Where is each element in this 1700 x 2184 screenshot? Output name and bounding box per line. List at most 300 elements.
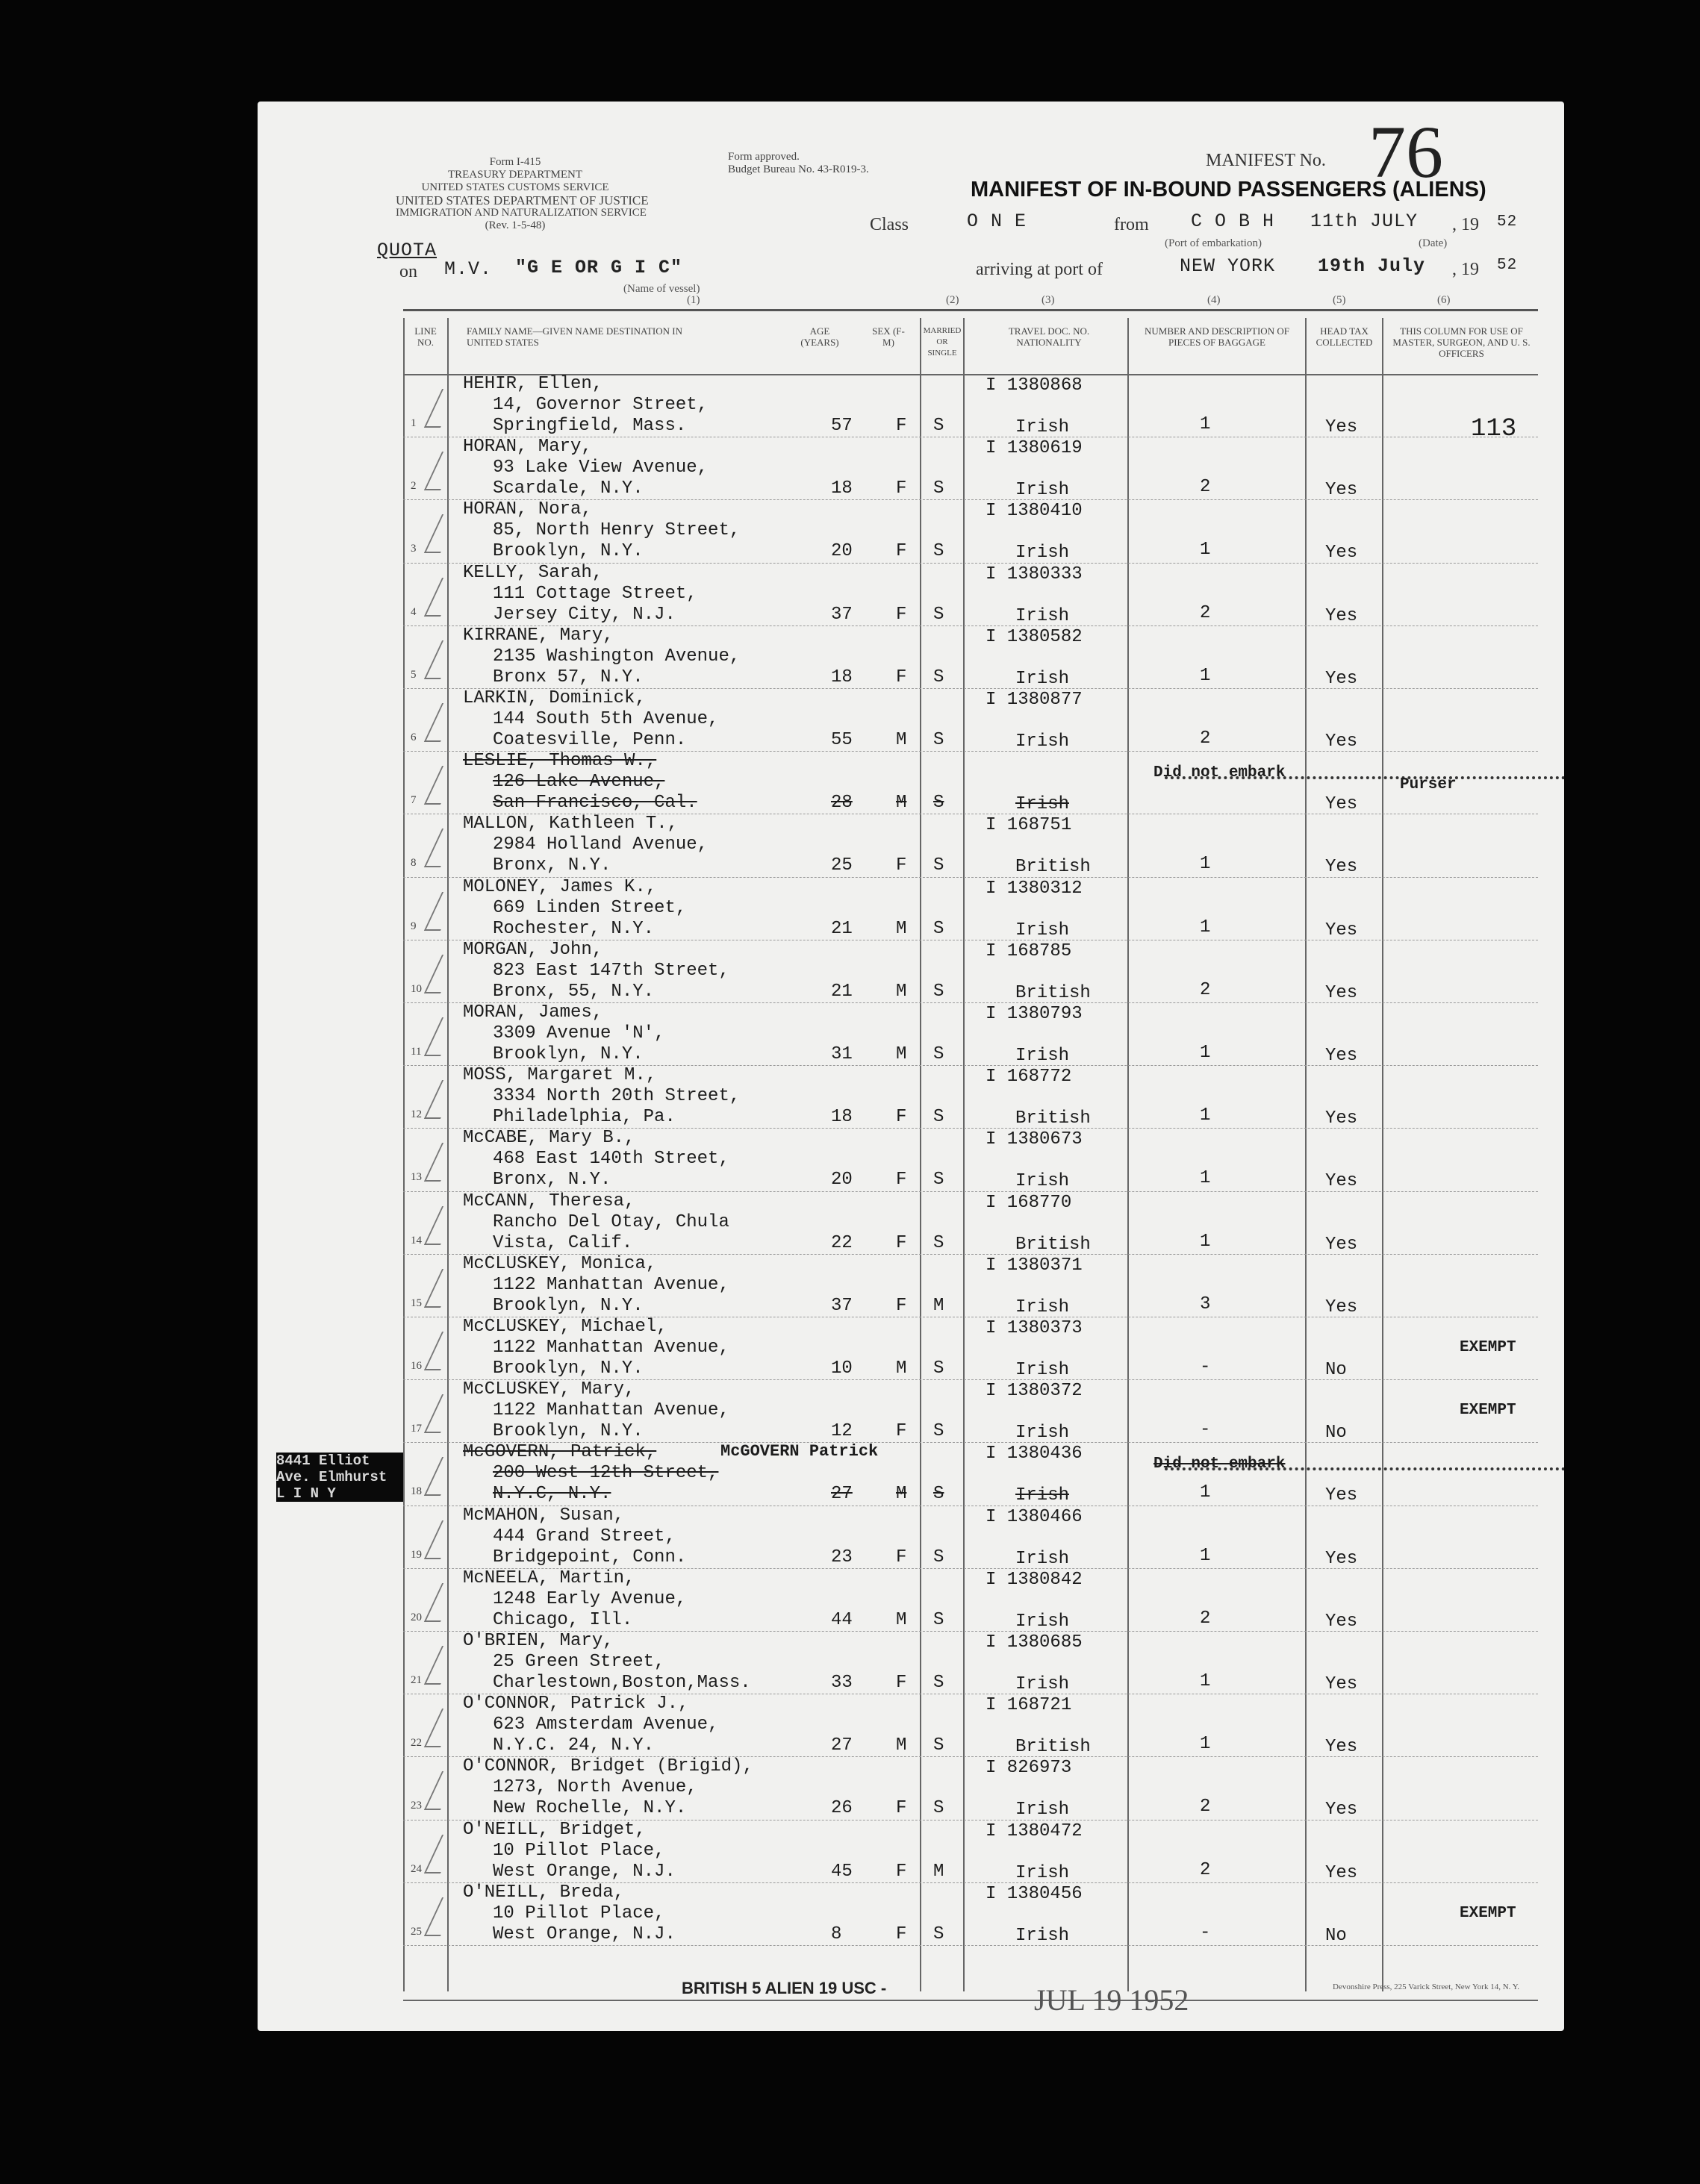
- line-number: 7: [411, 794, 417, 807]
- nationality: Irish: [1015, 605, 1070, 626]
- address-street: 10 Pillot Place,: [493, 1840, 665, 1861]
- exempt-stamp: EXEMPT: [1460, 1402, 1516, 1420]
- address-city: San Francisco, Cal.: [493, 793, 697, 814]
- port-embark-caption: (Port of embarkation): [1165, 237, 1262, 249]
- head-tax: Yes: [1325, 857, 1358, 878]
- passenger-name: McCABE, Mary B.,: [463, 1128, 635, 1149]
- line-number: 21: [411, 1674, 422, 1686]
- dept-treasury: TREASURY DEPARTMENT: [447, 169, 583, 181]
- passenger-name: MALLON, Kathleen T.,: [463, 814, 679, 834]
- checkmark: [424, 1269, 458, 1308]
- head-tax: Yes: [1325, 1611, 1358, 1632]
- travel-doc-number: I 168721: [986, 1695, 1072, 1716]
- margin-address-note: 8441 Elliot Ave. Elmhurst L I N Y: [276, 1453, 403, 1502]
- nationality: Irish: [1015, 1360, 1070, 1380]
- line-number: 16: [411, 1360, 422, 1372]
- passenger-name: LARKIN, Dominick,: [463, 688, 646, 708]
- table-row: [258, 1506, 1564, 1568]
- marital-status: S: [933, 793, 944, 814]
- baggage-count: 2: [1200, 602, 1211, 623]
- baggage-count: -: [1200, 1420, 1211, 1441]
- passenger-name: O'CONNOR, Bridget (Brigid),: [463, 1756, 753, 1777]
- col-number-6: (6): [1437, 294, 1451, 306]
- table-row: [258, 1191, 1564, 1254]
- nationality: Irish: [1015, 1046, 1070, 1066]
- col-header-travel-doc: TRAVEL DOC. NO. NATIONALITY: [1008, 325, 1090, 348]
- nationality: Irish: [1015, 668, 1070, 689]
- age: 22: [831, 1232, 853, 1253]
- nationality: Irish: [1015, 543, 1070, 564]
- baggage-count: 1: [1200, 1231, 1211, 1252]
- arriving-label: arriving at port of: [976, 260, 1103, 279]
- baggage-count: 2: [1200, 1608, 1211, 1629]
- dept-justice: UNITED STATES DEPARTMENT OF JUSTICE: [396, 193, 649, 208]
- baggage-count: 2: [1200, 477, 1211, 498]
- checkmark: [424, 452, 458, 490]
- age: 28: [831, 793, 853, 814]
- passenger-name: McCLUSKEY, Michael,: [463, 1317, 667, 1337]
- baggage-count: 1: [1200, 1671, 1211, 1691]
- head-tax: Yes: [1325, 605, 1358, 626]
- baggage-count: 1: [1200, 854, 1211, 875]
- travel-doc-number: I 1380372: [986, 1381, 1083, 1402]
- head-tax: Yes: [1325, 1046, 1358, 1066]
- baggage-count: -: [1200, 1922, 1211, 1943]
- line-number: 10: [411, 982, 422, 995]
- sex: F: [896, 1421, 907, 1442]
- nationality: British: [1015, 1737, 1091, 1758]
- line-number: 6: [411, 731, 417, 743]
- address-street: 669 Linden Street,: [493, 897, 687, 918]
- age: 45: [831, 1861, 853, 1882]
- passenger-name: O'CONNOR, Patrick J.,: [463, 1694, 689, 1715]
- age: 26: [831, 1798, 853, 1819]
- form-number: Form I-415: [489, 156, 541, 168]
- budget-bureau-text: Budget Bureau No. 43-R019-3.: [728, 163, 869, 175]
- nationality: Irish: [1015, 1485, 1070, 1506]
- marital-status: S: [933, 1798, 944, 1819]
- sex: F: [896, 855, 907, 876]
- passenger-name: KELLY, Sarah,: [463, 562, 603, 583]
- age: 20: [831, 1170, 853, 1191]
- address-city: Jersey City, N.J.: [493, 604, 676, 625]
- sex: M: [896, 981, 907, 1002]
- marital-status: S: [933, 855, 944, 876]
- line-number: 11: [411, 1046, 422, 1058]
- form-revision: (Rev. 1-5-48): [485, 219, 546, 231]
- travel-doc-number: I 1380868: [986, 375, 1083, 396]
- checkmark: [424, 1394, 458, 1433]
- head-tax: No: [1325, 1925, 1347, 1946]
- travel-doc-number: I 168770: [986, 1192, 1072, 1213]
- approved-text: Form approved.: [728, 151, 800, 163]
- marital-status: S: [933, 1358, 944, 1379]
- manifest-number: 76: [1369, 110, 1443, 193]
- table-row: [258, 1631, 1564, 1694]
- class-value: O N E: [967, 210, 1027, 232]
- checkmark: [424, 1897, 458, 1936]
- address-city: N.Y.C. 24, N.Y.: [493, 1735, 655, 1756]
- col-header-name: FAMILY NAME—GIVEN NAME DESTINATION IN UNITED STATES: [467, 325, 683, 348]
- address-street: 1248 Early Avenue,: [493, 1588, 687, 1609]
- checkmark: [424, 892, 458, 931]
- line-number: 14: [411, 1234, 422, 1247]
- typed-over-name: McGOVERN Patrick: [720, 1442, 879, 1461]
- travel-doc-number: I 1380877: [986, 690, 1083, 710]
- nationality: Irish: [1015, 1423, 1070, 1444]
- nationality: British: [1015, 982, 1091, 1003]
- nationality: Irish: [1015, 1297, 1070, 1317]
- table-row: [258, 1694, 1564, 1756]
- age: 33: [831, 1673, 853, 1693]
- marital-status: S: [933, 1232, 944, 1253]
- passenger-name: MOLONEY, James K.,: [463, 876, 657, 897]
- sex: F: [896, 416, 907, 436]
- sex: F: [896, 1107, 907, 1128]
- exempt-stamp: EXEMPT: [1460, 1339, 1516, 1356]
- col-header-age: AGE (YEARS): [800, 325, 839, 348]
- address-city: Bronx, N.Y.: [493, 1170, 611, 1191]
- baggage-count: 2: [1200, 1859, 1211, 1880]
- checkmark: [424, 1583, 458, 1622]
- baggage-count: 1: [1200, 917, 1211, 937]
- age: 37: [831, 1295, 853, 1316]
- address-street: 200 West 12th Street,: [493, 1463, 719, 1484]
- address-street: 2135 Washington Avenue,: [493, 646, 741, 667]
- table-row: [258, 751, 1564, 814]
- passenger-name: KIRRANE, Mary,: [463, 625, 614, 646]
- marital-status: S: [933, 1421, 944, 1442]
- sex: M: [896, 1044, 907, 1064]
- travel-doc-number: I 1380371: [986, 1255, 1083, 1276]
- embark-date: 11th JULY: [1310, 210, 1419, 232]
- col-number-1: (1): [687, 294, 700, 306]
- head-tax: Yes: [1325, 1485, 1358, 1506]
- travel-doc-number: I 1380472: [986, 1820, 1083, 1841]
- sex: M: [896, 730, 907, 750]
- travel-doc-number: I 1380373: [986, 1318, 1083, 1338]
- address-city: Bridgepoint, Conn.: [493, 1547, 687, 1567]
- sex: F: [896, 604, 907, 625]
- did-not-embark-note: Did not embark: [1153, 1456, 1286, 1473]
- form-approval: [728, 151, 869, 176]
- marital-status: S: [933, 1673, 944, 1693]
- head-tax: Yes: [1325, 1674, 1358, 1694]
- checkmark: [424, 640, 458, 679]
- table-row: [258, 1317, 1564, 1379]
- marital-status: S: [933, 541, 944, 562]
- sex: M: [896, 1609, 907, 1630]
- head-tax: Yes: [1325, 480, 1358, 501]
- address-city: Bronx, 55, N.Y.: [493, 981, 655, 1002]
- travel-doc-number: I 1380466: [986, 1506, 1083, 1527]
- table-row: [258, 1379, 1564, 1442]
- marital-status: S: [933, 478, 944, 499]
- address-city: Rochester, N.Y.: [493, 918, 655, 939]
- baggage-count: 1: [1200, 540, 1211, 561]
- marital-status: S: [933, 1484, 944, 1505]
- year-value: 52: [1497, 213, 1518, 231]
- did-not-embark-note: Did not embark: [1153, 764, 1286, 782]
- address-street: 111 Cottage Street,: [493, 583, 697, 604]
- col-header-sex: SEX (F-M): [872, 325, 905, 348]
- table-row: [258, 1442, 1564, 1505]
- passenger-name: HEHIR, Ellen,: [463, 374, 603, 394]
- year-label-2: , 19: [1452, 260, 1479, 279]
- printer-imprint: Devonshire Press, 225 Varick Street, New York 14, N. Y.: [1333, 1982, 1520, 1991]
- address-street: 623 Amsterdam Avenue,: [493, 1715, 719, 1735]
- address-city: New Rochelle, N.Y.: [493, 1798, 687, 1819]
- table-row: [258, 1882, 1564, 1945]
- checkmark: [424, 578, 458, 617]
- nationality: Irish: [1015, 1171, 1070, 1192]
- marital-status: S: [933, 918, 944, 939]
- age: 37: [831, 604, 853, 625]
- footer-summary: BRITISH 5 ALIEN 19 USC -: [682, 1979, 887, 1997]
- head-tax: Yes: [1325, 1737, 1358, 1758]
- baggage-count: 3: [1200, 1294, 1211, 1314]
- passenger-name: McCANN, Theresa,: [463, 1191, 635, 1211]
- passenger-name: HORAN, Nora,: [463, 499, 592, 520]
- travel-doc-number: I 1380842: [986, 1569, 1083, 1590]
- checkmark: [424, 1835, 458, 1873]
- sex: F: [896, 1295, 907, 1316]
- passenger-name: MOSS, Margaret M.,: [463, 1065, 657, 1086]
- table-row: [258, 877, 1564, 940]
- table-row: [258, 437, 1564, 499]
- table-row: [258, 688, 1564, 751]
- address-city: West Orange, N.J.: [493, 1861, 676, 1882]
- date-caption: (Date): [1419, 237, 1448, 249]
- travel-doc-number: I 1380619: [986, 438, 1083, 459]
- address-city: Bronx 57, N.Y.: [493, 667, 644, 687]
- nationality: Irish: [1015, 1674, 1070, 1694]
- address-city: Scardale, N.Y.: [493, 478, 644, 499]
- passenger-name: MORGAN, John,: [463, 939, 603, 960]
- dept-customs: UNITED STATES CUSTOMS SERVICE: [421, 181, 609, 193]
- line-number: 20: [411, 1611, 422, 1623]
- address-street: 823 East 147th Street,: [493, 960, 729, 981]
- checkmark: [424, 1206, 458, 1245]
- manifest-label: MANIFEST No.: [1206, 151, 1326, 170]
- sex: M: [896, 1484, 907, 1505]
- head-tax: Yes: [1325, 1297, 1358, 1317]
- address-city: Brooklyn, N.Y.: [493, 1421, 644, 1442]
- passenger-name: McMAHON, Susan,: [463, 1505, 625, 1526]
- address-street: Rancho Del Otay, Chula: [493, 1211, 729, 1232]
- checkmark: [424, 1332, 458, 1370]
- marital-status: S: [933, 667, 944, 687]
- from-label: from: [1114, 215, 1149, 234]
- travel-doc-number: I 1380410: [986, 501, 1083, 522]
- passenger-name: O'NEILL, Bridget,: [463, 1819, 646, 1840]
- dotted-rule: [1165, 776, 1564, 779]
- line-number: 23: [411, 1800, 422, 1812]
- table-row: [258, 1065, 1564, 1128]
- passenger-name: McCLUSKEY, Monica,: [463, 1253, 657, 1274]
- travel-doc-number: I 1380793: [986, 1004, 1083, 1024]
- age: 31: [831, 1044, 853, 1064]
- travel-doc-number: I 1380436: [986, 1444, 1083, 1464]
- address-street: 1122 Manhattan Avenue,: [493, 1274, 729, 1295]
- checkmark: [424, 1080, 458, 1119]
- checkmark: [424, 1457, 458, 1496]
- address-street: 14, Governor Street,: [493, 395, 709, 415]
- from-value: C O B H: [1191, 210, 1275, 232]
- form-header-left: [396, 156, 649, 232]
- travel-doc-number: I 1380312: [986, 878, 1083, 899]
- checkmark: [424, 1646, 458, 1685]
- address-city: West Orange, N.J.: [493, 1924, 676, 1944]
- class-label: Class: [870, 215, 909, 234]
- nationality: British: [1015, 1108, 1091, 1129]
- head-tax: Yes: [1325, 1108, 1358, 1129]
- age: 10: [831, 1358, 853, 1379]
- age: 25: [831, 855, 853, 876]
- arrival-date: 19th July: [1318, 255, 1426, 277]
- head-tax: Yes: [1325, 982, 1358, 1003]
- row-divider: [403, 1945, 1538, 1946]
- address-street: 1273, North Avenue,: [493, 1777, 697, 1798]
- vessel-name: "G E OR G I C": [515, 257, 683, 278]
- exempt-stamp: EXEMPT: [1460, 1904, 1516, 1922]
- nationality: Irish: [1015, 480, 1070, 501]
- line-number: 4: [411, 605, 417, 618]
- head-tax: Yes: [1325, 668, 1358, 689]
- age: 23: [831, 1547, 853, 1567]
- address-city: Brooklyn, N.Y.: [493, 1358, 644, 1379]
- address-city: Charlestown,Boston,Mass.: [493, 1673, 751, 1693]
- checkmark: [424, 703, 458, 742]
- table-row: [258, 814, 1564, 876]
- line-number: 22: [411, 1737, 422, 1750]
- passenger-name: HORAN, Mary,: [463, 437, 592, 458]
- marital-status: S: [933, 1107, 944, 1128]
- address-street: 3334 North 20th Street,: [493, 1086, 741, 1107]
- passenger-name: McNEELA, Martin,: [463, 1567, 635, 1588]
- sex: F: [896, 1673, 907, 1693]
- passenger-name: MORAN, James,: [463, 1002, 603, 1023]
- baggage-count: 2: [1200, 979, 1211, 1000]
- sex: M: [896, 793, 907, 814]
- address-city: Bronx, N.Y.: [493, 855, 611, 876]
- handwritten-signature: [481, 1997, 491, 2031]
- passenger-name: LESLIE, Thomas W.,: [463, 751, 657, 772]
- head-tax: Yes: [1325, 1800, 1358, 1820]
- line-number: 8: [411, 857, 417, 870]
- checkmark: [424, 1143, 458, 1182]
- checkmark: [424, 1771, 458, 1810]
- address-street: 444 Grand Street,: [493, 1526, 676, 1547]
- marital-status: M: [933, 1295, 944, 1316]
- marital-status: S: [933, 416, 944, 436]
- nationality: Irish: [1015, 1611, 1070, 1632]
- nationality: Irish: [1015, 1800, 1070, 1820]
- quota-label: QUOTA: [377, 240, 438, 261]
- baggage-count: -: [1200, 1357, 1211, 1377]
- address-city: Brooklyn, N.Y.: [493, 1295, 644, 1316]
- baggage-count: 1: [1200, 1168, 1211, 1189]
- address-street: 10 Pillot Place,: [493, 1903, 665, 1924]
- head-tax: Yes: [1325, 1171, 1358, 1192]
- marital-status: S: [933, 604, 944, 625]
- manifest-title: MANIFEST OF IN-BOUND PASSENGERS (ALIENS): [971, 178, 1486, 202]
- annotation-113: 113: [1471, 415, 1517, 443]
- age: 44: [831, 1609, 853, 1630]
- baggage-count: 1: [1200, 414, 1211, 434]
- line-number: 18: [411, 1485, 422, 1498]
- baggage-count: 1: [1200, 1734, 1211, 1755]
- checkmark: [424, 1709, 458, 1747]
- table-row: [258, 940, 1564, 1002]
- dotted-rule: [1165, 1467, 1564, 1470]
- baggage-count: 1: [1200, 1545, 1211, 1566]
- sex: F: [896, 1170, 907, 1191]
- marital-status: S: [933, 1609, 944, 1630]
- address-city: Coatesville, Penn.: [493, 730, 687, 750]
- age: 21: [831, 918, 853, 939]
- head-tax: Yes: [1325, 417, 1358, 437]
- nationality: Irish: [1015, 920, 1070, 940]
- table-row: [258, 563, 1564, 625]
- line-number: 12: [411, 1108, 422, 1121]
- head-tax: Yes: [1325, 1548, 1358, 1569]
- passenger-name: McCLUSKEY, Mary,: [463, 1379, 635, 1400]
- on-label: on: [399, 262, 417, 281]
- col-number-5: (5): [1333, 294, 1346, 306]
- address-city: N.Y.C, N.Y.: [493, 1484, 611, 1505]
- line-number: 19: [411, 1548, 422, 1561]
- marital-status: S: [933, 1170, 944, 1191]
- checkmark: [424, 829, 458, 867]
- col-header-officers: THIS COLUMN FOR USE OF MASTER, SURGEON, AND U. S. OFFICERS: [1392, 325, 1531, 359]
- year-label: , 19: [1452, 215, 1479, 234]
- age: 18: [831, 667, 853, 687]
- table-row: [258, 499, 1564, 562]
- passenger-name: O'NEILL, Breda,: [463, 1882, 625, 1903]
- sex: F: [896, 667, 907, 687]
- arrival-port: NEW YORK: [1180, 255, 1276, 277]
- address-street: 25 Green Street,: [493, 1652, 665, 1672]
- travel-doc-number: I 1380582: [986, 626, 1083, 647]
- sex: F: [896, 1924, 907, 1944]
- line-number: 25: [411, 1925, 422, 1938]
- sex: F: [896, 1232, 907, 1253]
- vessel-caption: (Name of vessel): [623, 283, 700, 295]
- table-row: [258, 1568, 1564, 1631]
- address-street: 1122 Manhattan Avenue,: [493, 1338, 729, 1358]
- address-street: 468 East 140th Street,: [493, 1149, 729, 1170]
- passenger-name: O'BRIEN, Mary,: [463, 1631, 614, 1651]
- line-number: 17: [411, 1423, 422, 1435]
- line-number: 1: [411, 417, 417, 429]
- travel-doc-number: I 1380456: [986, 1883, 1083, 1904]
- checkmark: [424, 514, 458, 553]
- marital-status: S: [933, 730, 944, 750]
- travel-doc-number: I 1380685: [986, 1632, 1083, 1653]
- line-number: 15: [411, 1297, 422, 1309]
- marital-status: S: [933, 981, 944, 1002]
- age: 27: [831, 1484, 853, 1505]
- marital-status: M: [933, 1861, 944, 1882]
- age: 18: [831, 1107, 853, 1128]
- address-street: 126 Lake Avenue,: [493, 772, 665, 793]
- table-row: [258, 1756, 1564, 1819]
- travel-doc-number: I 168751: [986, 815, 1072, 836]
- table-row: [258, 1128, 1564, 1191]
- sex: M: [896, 918, 907, 939]
- head-tax: Yes: [1325, 794, 1358, 815]
